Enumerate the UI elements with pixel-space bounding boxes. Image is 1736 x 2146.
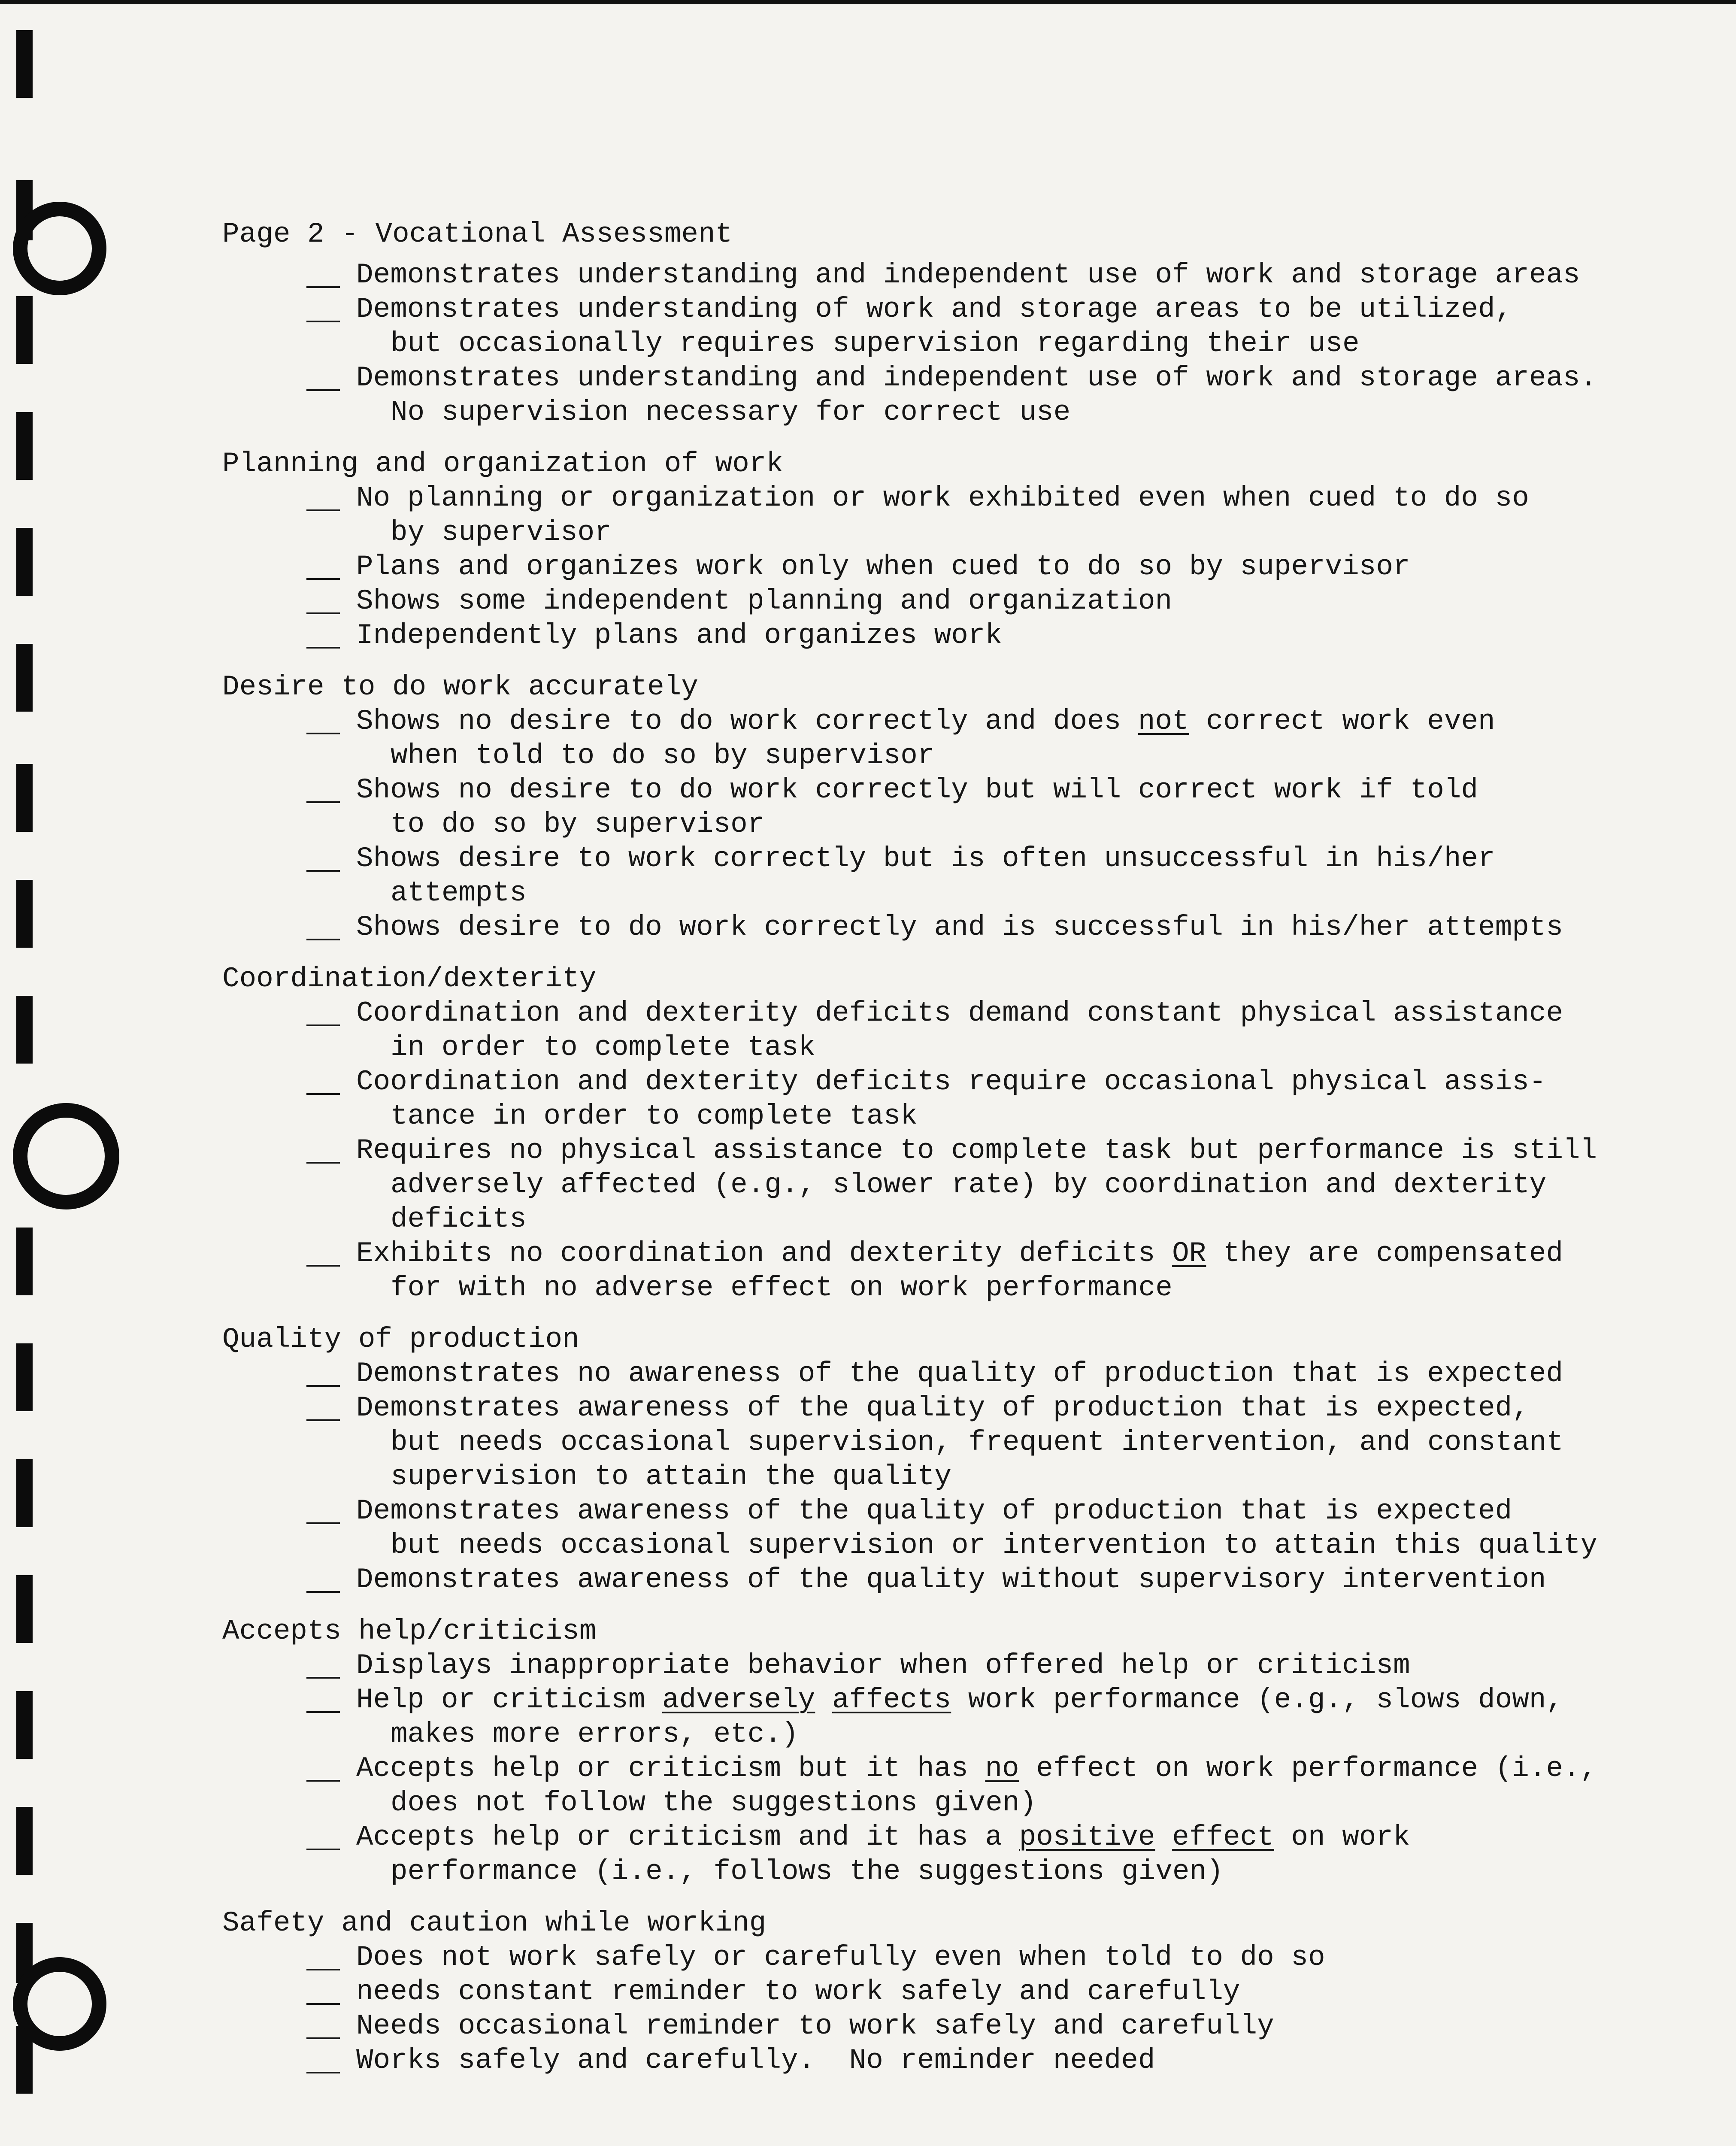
item-line: tance in order to complete task xyxy=(391,1100,918,1132)
item-line: Demonstrates no awareness of the quality of production that is expected xyxy=(356,1358,1563,1390)
section-title: Planning and organization of work xyxy=(222,448,784,480)
item-line xyxy=(356,1237,1613,1271)
checklist-item xyxy=(222,2043,1613,2078)
punch-bar xyxy=(16,1807,33,1875)
underlined-word: OR xyxy=(1172,1237,1206,1270)
item-line: Demonstrates awareness of the quality without supervisory intervention xyxy=(356,1564,1546,1596)
check-blank[interactable] xyxy=(306,1969,340,1970)
checklist-item xyxy=(222,704,1613,773)
checklist-item xyxy=(222,618,1613,653)
checklist-item xyxy=(222,550,1613,584)
item-line: Shows desire to work correctly but is often unsuccessful in his/her xyxy=(356,843,1495,875)
item-line: Demonstrates understanding of work and storage areas to be utilized, xyxy=(356,293,1512,325)
item-line: adversely affected (e.g., slower rate) by coordination and dexterity xyxy=(391,1169,1547,1201)
checklist-item xyxy=(222,1940,1613,1975)
check-blank[interactable] xyxy=(306,1711,340,1713)
item-text: effect on work performance (i.e., xyxy=(1019,1752,1597,1785)
section-help-criticism xyxy=(222,1614,1613,1889)
item-text: Accepts help or criticism and it has a xyxy=(356,1821,1019,1853)
underlined-word: adversely xyxy=(662,1684,815,1716)
section-title: Coordination/dexterity xyxy=(222,963,597,995)
item-line: deficits xyxy=(391,1203,527,1235)
check-blank[interactable] xyxy=(306,1385,340,1387)
item-text: Shows no desire to do work correctly and does xyxy=(356,705,1138,737)
checklist-item xyxy=(222,996,1613,1065)
item-line: Coordination and dexterity deficits require occasional physical assis- xyxy=(356,1066,1546,1098)
punch-hole xyxy=(13,1103,119,1209)
punch-bar xyxy=(16,1459,33,1527)
item-text: work performance (e.g., slows down, xyxy=(951,1684,1563,1716)
punch-hole xyxy=(13,202,106,295)
check-blank[interactable] xyxy=(306,870,340,872)
item-line: Demonstrates understanding and independent use of work and storage areas xyxy=(356,259,1580,291)
checklist-item xyxy=(222,1237,1613,1305)
item-line: performance (i.e., follows the suggestions given) xyxy=(391,1855,1224,1888)
checklist-item xyxy=(222,2009,1613,2043)
underlined-word: not xyxy=(1138,705,1189,737)
checklist-item xyxy=(222,258,1613,292)
underlined-word: positive xyxy=(1019,1821,1155,1853)
check-blank[interactable] xyxy=(306,389,340,391)
check-blank[interactable] xyxy=(306,647,340,649)
item-line: but needs occasional supervision or intervention to attain this quality xyxy=(391,1529,1598,1561)
checklist-item xyxy=(222,361,1613,430)
item-line: Independently plans and organizes work xyxy=(356,619,1003,652)
check-blank[interactable] xyxy=(306,2003,340,2005)
item-line: by supervisor xyxy=(391,516,612,549)
item-line: Requires no physical assistance to complete task but performance is still xyxy=(356,1134,1597,1167)
checklist-item xyxy=(222,1065,1613,1134)
checklist-item xyxy=(222,842,1613,910)
intro-section xyxy=(222,258,1613,430)
item-line: Shows some independent planning and organization xyxy=(356,585,1172,617)
item-line: Displays inappropriate behavior when offered help or criticism xyxy=(356,1649,1410,1682)
item-line xyxy=(356,1820,1613,1855)
scan-top-edge xyxy=(0,0,1736,4)
item-line: Shows desire to do work correctly and is successful in his/her attempts xyxy=(356,911,1563,943)
item-line: Needs occasional reminder to work safely and carefully xyxy=(356,2010,1274,2042)
item-line: but needs occasional supervision, frequent intervention, and constant xyxy=(391,1426,1563,1458)
punch-bar xyxy=(16,1691,33,1759)
punch-bar xyxy=(16,764,33,832)
item-line: No planning or organization or work exhibited even when cued to do so xyxy=(356,482,1529,514)
check-blank[interactable] xyxy=(306,1025,340,1026)
section-coordination xyxy=(222,962,1613,1305)
check-blank[interactable] xyxy=(306,2037,340,2039)
punch-bar xyxy=(16,996,33,1064)
section-title: Desire to do work accurately xyxy=(222,671,698,703)
item-text xyxy=(815,1684,832,1716)
item-line: in order to complete task xyxy=(391,1031,816,1064)
item-line: Demonstrates awareness of the quality of production that is expected, xyxy=(356,1392,1529,1424)
punch-bar xyxy=(16,880,33,948)
section-desire xyxy=(222,670,1613,945)
checklist-item xyxy=(222,1357,1613,1391)
checklist-item xyxy=(222,292,1613,361)
checklist-item xyxy=(222,481,1613,550)
punch-bar xyxy=(16,644,33,712)
item-line xyxy=(356,1683,1613,1717)
form-content xyxy=(222,217,1613,2095)
item-line: No supervision necessary for correct use xyxy=(391,396,1071,428)
checklist-item xyxy=(222,1391,1613,1494)
section-title: Safety and caution while working xyxy=(222,1907,767,1939)
item-line xyxy=(356,704,1613,739)
punch-bar xyxy=(16,1575,33,1643)
checklist-item xyxy=(222,1752,1613,1820)
item-text: Exhibits no coordination and dexterity deficits xyxy=(356,1237,1172,1270)
section-title: Accepts help/criticism xyxy=(222,1615,597,1647)
item-text: Accepts help or criticism but it has xyxy=(356,1752,985,1785)
checklist-item xyxy=(222,1683,1613,1752)
check-blank[interactable] xyxy=(306,286,340,288)
item-line: Plans and organizes work only when cued to do so by supervisor xyxy=(356,551,1410,583)
check-blank[interactable] xyxy=(306,1849,340,1850)
item-line: attempts xyxy=(391,877,527,909)
check-blank[interactable] xyxy=(306,1591,340,1593)
section-quality xyxy=(222,1322,1613,1597)
check-blank[interactable] xyxy=(306,321,340,322)
section-safety xyxy=(222,1906,1613,2078)
check-blank[interactable] xyxy=(306,801,340,803)
section-planning xyxy=(222,447,1613,653)
underlined-word: effect xyxy=(1172,1821,1274,1853)
item-text: on work xyxy=(1274,1821,1410,1853)
checklist-item xyxy=(222,1563,1613,1597)
check-blank[interactable] xyxy=(306,1780,340,1782)
checklist-item xyxy=(222,1820,1613,1889)
punch-bar xyxy=(16,412,33,480)
checklist-item xyxy=(222,584,1613,618)
check-blank[interactable] xyxy=(306,1677,340,1679)
checklist-item xyxy=(222,1975,1613,2009)
item-text: they are compensated xyxy=(1206,1237,1563,1270)
underlined-word: affects xyxy=(832,1684,951,1716)
check-blank[interactable] xyxy=(306,1162,340,1164)
item-line: to do so by supervisor xyxy=(391,808,765,840)
item-line: Shows no desire to do work correctly but will correct work if told xyxy=(356,774,1478,806)
checklist-item xyxy=(222,910,1613,945)
punch-bar xyxy=(16,1228,33,1295)
punch-bar xyxy=(16,2026,33,2094)
item-line: makes more errors, etc.) xyxy=(391,1718,799,1750)
item-line: needs constant reminder to work safely and carefully xyxy=(356,1976,1240,2008)
punch-bar xyxy=(16,528,33,596)
item-text: correct work even xyxy=(1189,705,1495,737)
checklist-item xyxy=(222,1649,1613,1683)
check-blank[interactable] xyxy=(306,1093,340,1095)
check-blank[interactable] xyxy=(306,1419,340,1421)
item-line: Works safely and carefully. No reminder needed xyxy=(356,2044,1155,2076)
underlined-word: no xyxy=(985,1752,1019,1785)
check-blank[interactable] xyxy=(306,2072,340,2073)
punch-bar xyxy=(16,296,33,364)
item-line: Demonstrates understanding and independent use of work and storage areas. xyxy=(356,362,1597,394)
check-blank[interactable] xyxy=(306,578,340,580)
check-blank[interactable] xyxy=(306,939,340,940)
checklist-item xyxy=(222,773,1613,842)
checklist-item xyxy=(222,1134,1613,1237)
checklist-item xyxy=(222,1494,1613,1563)
punch-bar xyxy=(16,30,33,98)
check-blank[interactable] xyxy=(306,1522,340,1524)
check-blank[interactable] xyxy=(306,1265,340,1267)
item-text xyxy=(1155,1821,1172,1853)
item-line: for with no adverse effect on work performance xyxy=(391,1272,1172,1304)
check-blank[interactable] xyxy=(306,509,340,511)
punch-bar xyxy=(16,1343,33,1411)
item-line: Demonstrates awareness of the quality of production that is expected xyxy=(356,1495,1512,1527)
item-line: but occasionally requires supervision regarding their use xyxy=(391,327,1360,360)
check-blank[interactable] xyxy=(306,733,340,734)
item-line: Coordination and dexterity deficits demand constant physical assistance xyxy=(356,997,1563,1029)
item-line xyxy=(356,1752,1613,1786)
item-line: Does not work safely or carefully even when told to do so xyxy=(356,1941,1325,1973)
item-line: supervision to attain the quality xyxy=(391,1461,952,1493)
page-header: Page 2 - Vocational Assessment xyxy=(222,218,733,250)
section-title: Quality of production xyxy=(222,1323,579,1355)
check-blank[interactable] xyxy=(306,612,340,614)
item-text: Help or criticism xyxy=(356,1684,662,1716)
item-line: does not follow the suggestions given) xyxy=(391,1787,1037,1819)
item-line: when told to do so by supervisor xyxy=(391,740,935,772)
